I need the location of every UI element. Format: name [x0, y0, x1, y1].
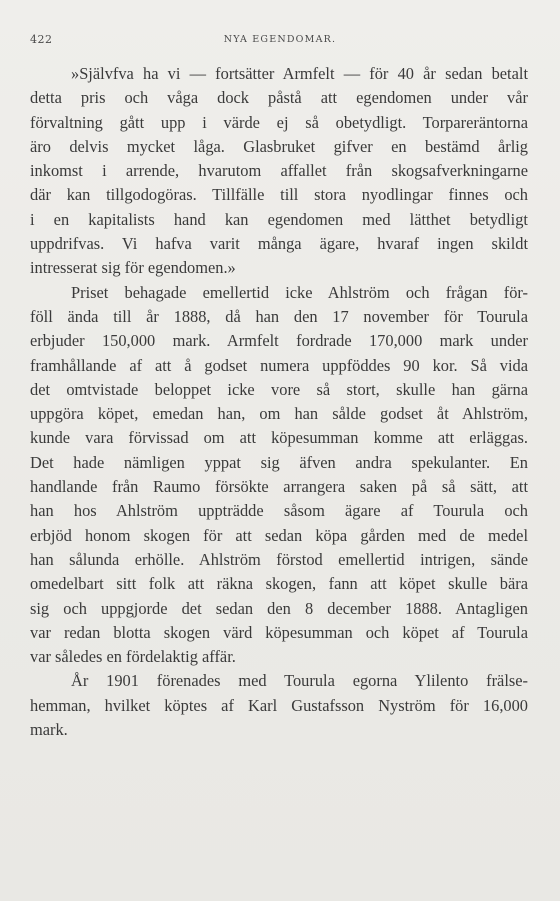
text-line: det omtvistade beloppet icke vore så stort, skulle han gärna — [30, 379, 528, 399]
page-number: 422 — [30, 33, 53, 46]
paragraph-1901 — [30, 669, 528, 742]
text-line: detta pris och våga dock påstå att egendomen under vår — [30, 88, 528, 108]
text-line: hemman, hvilket köptes af Karl Gustafsson Nyström för 16,000 — [30, 695, 528, 715]
text-line: föll ända till år 1888, då han den 17 november för Tourula — [30, 306, 528, 326]
text-line: uppdrifvas. Vi hafva varit många ägare, hvaraf ingen skildt — [30, 234, 528, 254]
text-line: Priset behagade emellertid icke Ahlström och frågan för- — [71, 282, 528, 302]
text-line: äro delvis mycket låga. Glasbruket gifver en bestämd årlig — [30, 136, 528, 156]
paragraph-quote — [30, 62, 528, 281]
paragraph-purchase — [30, 281, 528, 670]
text-line: inkomst i arrende, hvarutom affallet från skogsafverkningarne — [30, 161, 528, 181]
text-line: handlande från Raumo försökte arrangera saken på så sätt, att — [30, 477, 528, 497]
body-text — [30, 62, 528, 742]
text-line: uppgöra köpet, emedan han, om han sålde godset åt Ahlström, — [30, 404, 528, 424]
text-line: var således en fördelaktig affär. — [30, 647, 236, 667]
text-line: mark. — [30, 720, 68, 740]
text-line: Det hade nämligen yppat sig äfven andra spekulanter. En — [30, 452, 528, 472]
text-line: han sålunda erhölle. Ahlström förstod emellertid intrigen, sände — [30, 549, 528, 569]
text-line: intresserat sig för egendomen.» — [30, 258, 236, 278]
text-line: »Självfva ha vi — fortsätter Armfelt — för 40 år sedan betalt — [71, 64, 528, 83]
running-head: NYA EGENDOMAR. — [223, 34, 337, 45]
text-line: framhållande af att å godset numera uppföddes 90 kor. Så vida — [30, 355, 528, 375]
text-line: sig och uppgjorde det sedan den 8 december 1888. Antagligen — [30, 598, 528, 618]
text-line: där kan tillgodogöras. Tillfälle till stora nyodlingar finnes och — [30, 185, 528, 205]
text-line: År 1901 förenades med Tourula egorna Ylilento frälse- — [71, 671, 528, 691]
text-line: förvaltning gått upp i värde ej så obetydligt. Torpareräntorna — [30, 112, 528, 132]
text-line: var redan blotta skogen värd köpesumman och köpet af Tourula — [30, 622, 528, 642]
text-line: kunde vara förvissad om att köpesumman komme att erläggas. — [30, 428, 528, 448]
text-line: i en kapitalists hand kan egendomen med lätthet betydligt — [30, 209, 528, 229]
text-line: omedelbart sitt folk att räkna skogen, fann att köpet skulle bära — [30, 574, 528, 594]
text-line: erbjuder 150,000 mark. Armfelt fordrade 170,000 mark under — [30, 331, 528, 351]
page-header — [30, 33, 530, 49]
text-line: erbjöd honom skogen för att sedan köpa gården med de medel — [30, 525, 528, 545]
text-line: han hos Ahlström uppträdde såsom ägare af Tourula och — [30, 501, 528, 521]
